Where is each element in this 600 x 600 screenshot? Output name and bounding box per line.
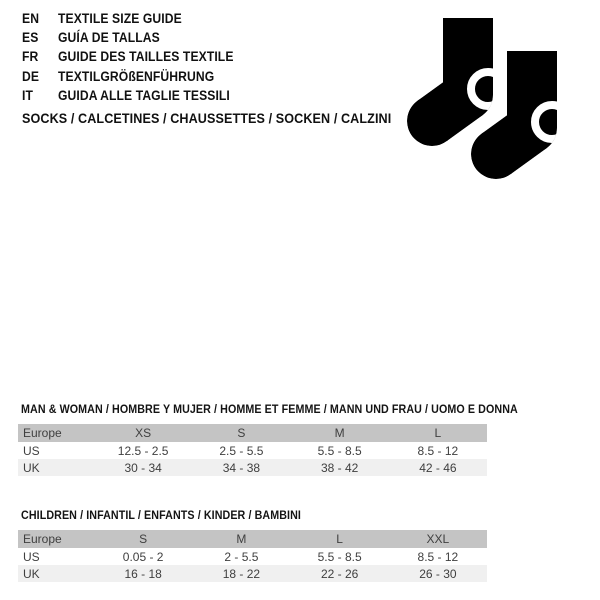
language-code: ES: [22, 30, 39, 46]
size-value: 8.5 - 12: [417, 549, 459, 564]
size-value: 26 - 30: [419, 566, 457, 581]
size-value: 16 - 18: [124, 566, 162, 581]
adults-size-table: [18, 404, 518, 476]
row-label-us: US: [23, 443, 40, 458]
language-code: IT: [22, 87, 33, 103]
header-europe: Europe: [18, 424, 94, 442]
language-row-es: [22, 28, 234, 47]
header-size-l: L: [389, 424, 487, 442]
children-uk-row: [18, 565, 487, 582]
size-value: 22 - 26: [320, 566, 359, 581]
size-value: 34 - 38: [222, 460, 261, 475]
children-table: [18, 530, 487, 582]
size-value: 8.5 - 12: [417, 443, 459, 458]
size-value: 0.05 - 2: [122, 549, 164, 564]
category-title: SOCKS / CALCETINES / CHAUSSETTES / SOCKEN / CALZINI: [22, 110, 392, 126]
children-table-title: CHILDREN / INFANTIL / ENFANTS / KINDER / BAMBINI: [21, 510, 301, 522]
size-value: 2 - 5.5: [224, 549, 259, 564]
header-size-s: S: [192, 424, 290, 442]
row-label-us: US: [23, 549, 40, 564]
language-row-it: [22, 86, 234, 105]
language-row-en: [22, 9, 234, 28]
language-code: EN: [22, 11, 40, 26]
adults-table: [18, 424, 487, 476]
language-list: [22, 9, 234, 105]
header-size-l: L: [291, 530, 389, 548]
language-code: FR: [22, 49, 39, 65]
row-label-uk: UK: [23, 566, 40, 581]
adults-us-row: [18, 442, 487, 459]
adults-header-row: [18, 424, 487, 442]
language-title: GUIDA ALLE TAGLIE TESSILI: [58, 87, 230, 103]
adults-table-title: MAN & WOMAN / HOMBRE Y MUJER / HOMME ET FEMME / MANN UND FRAU / UOMO E DONNA: [21, 404, 518, 416]
size-value: 42 - 46: [419, 460, 457, 475]
row-label-uk: UK: [23, 460, 40, 475]
language-title: GUÍA DE TALLAS: [58, 30, 160, 46]
children-size-table: [18, 510, 487, 582]
adults-uk-row: [18, 459, 487, 476]
language-row-de: [22, 67, 234, 86]
socks-icon: [400, 8, 600, 193]
size-value: 5.5 - 8.5: [317, 549, 362, 564]
size-value: 5.5 - 8.5: [317, 443, 362, 458]
header-size-m: M: [291, 424, 389, 442]
language-title: GUIDE DES TAILLES TEXTILE: [58, 49, 234, 65]
size-value: 18 - 22: [222, 566, 261, 581]
header-europe: Europe: [18, 530, 94, 548]
children-header-row: [18, 530, 487, 548]
header-size-s: S: [94, 530, 192, 548]
size-value: 12.5 - 2.5: [117, 443, 169, 458]
header-size-xxl: XXL: [389, 530, 487, 548]
language-row-fr: [22, 47, 234, 66]
header-size-m: M: [192, 530, 290, 548]
size-value: 30 - 34: [124, 460, 162, 475]
language-title: TEXTILGRÖßENFÜHRUNG: [58, 68, 215, 84]
size-value: 2.5 - 5.5: [219, 443, 264, 458]
language-code: DE: [22, 68, 40, 84]
children-us-row: [18, 548, 487, 565]
size-value: 38 - 42: [320, 460, 359, 475]
header-size-xs: XS: [94, 424, 192, 442]
language-title: TEXTILE SIZE GUIDE: [58, 11, 182, 26]
